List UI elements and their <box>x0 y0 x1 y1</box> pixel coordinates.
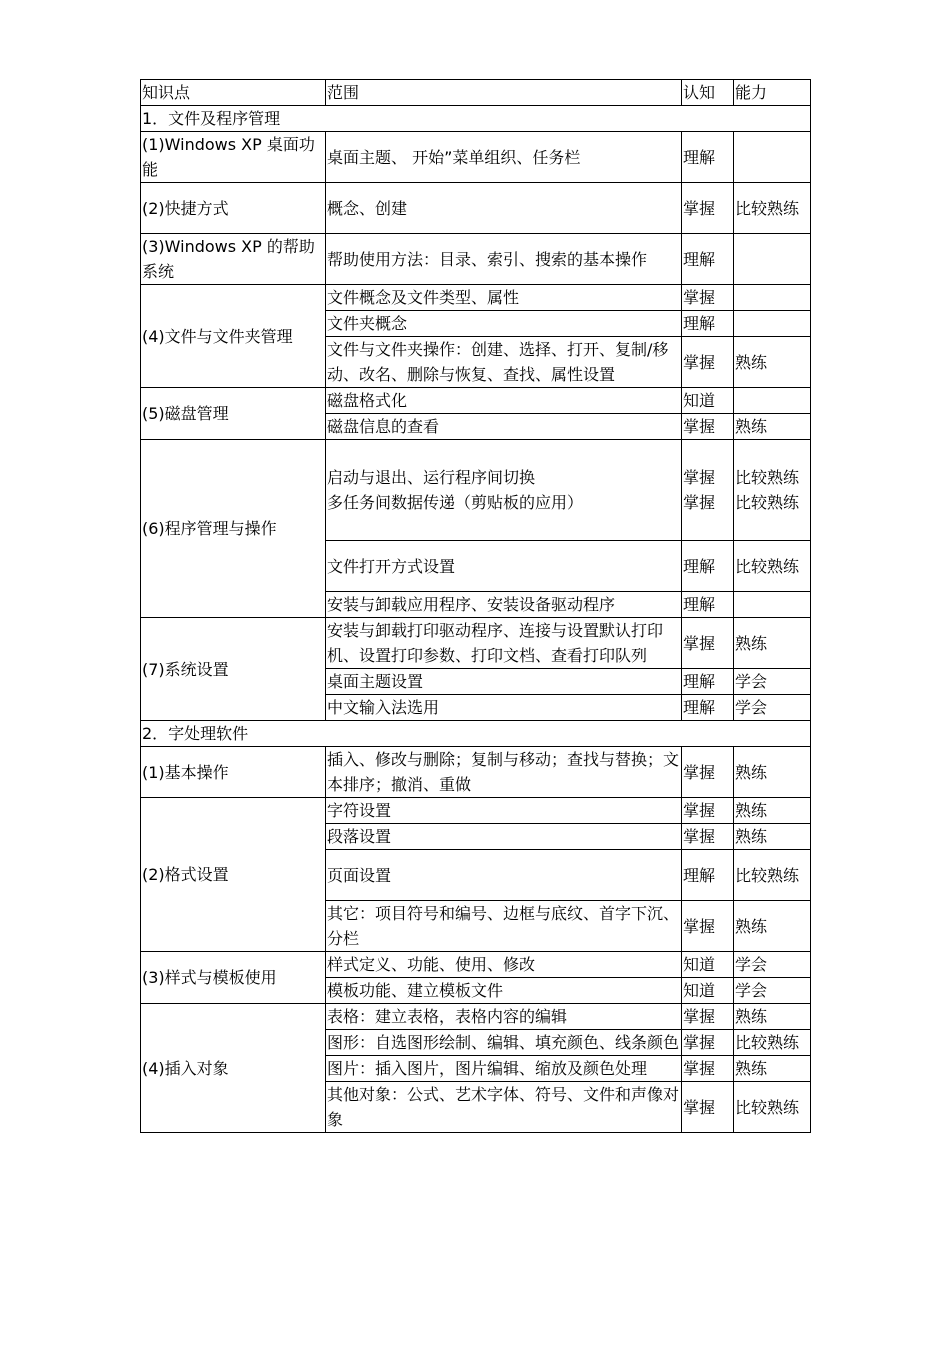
ability-cell: 熟练 <box>734 824 811 850</box>
scope-cell: 桌面主题设置 <box>326 669 682 695</box>
scope-cell: 磁盘格式化 <box>326 388 682 414</box>
ability-cell: 学会 <box>734 952 811 978</box>
cognition-cell: 掌握 <box>682 824 734 850</box>
section-row <box>141 106 811 132</box>
section-row <box>141 721 811 747</box>
scope-cell: 文件概念及文件类型、属性 <box>326 285 682 311</box>
scope-cell: 磁盘信息的查看 <box>326 414 682 440</box>
scope-cell: 段落设置 <box>326 824 682 850</box>
scope-cell: 中文输入法选用 <box>326 695 682 721</box>
cognition-cell: 知道 <box>682 978 734 1004</box>
scope-cell: 文件打开方式设置 <box>326 541 682 592</box>
cognition-cell: 理解 <box>682 669 734 695</box>
cognition-cell: 掌握 <box>682 337 734 388</box>
cognition-cell: 掌握 <box>682 1082 734 1133</box>
cognition-cell: 理解 <box>682 311 734 337</box>
ability-cell <box>734 234 811 285</box>
cognition-cell: 掌握 <box>682 901 734 952</box>
header-row <box>141 80 811 106</box>
table-row <box>141 440 811 541</box>
header-topic: 知识点 <box>141 80 326 106</box>
scope-cell: 安装与卸载打印驱动程序、连接与设置默认打印机、设置打印参数、打印文档、查看打印队列 <box>326 618 682 669</box>
ability-cell: 熟练 <box>734 1056 811 1082</box>
ability-cell <box>734 440 811 541</box>
ability-cell <box>734 388 811 414</box>
scope-cell: 文件夹概念 <box>326 311 682 337</box>
cognition-cell: 理解 <box>682 592 734 618</box>
cognition-line: 掌握 <box>683 468 716 487</box>
topic-cell: (3)Windows XP 的帮助系统 <box>141 234 326 285</box>
table-row <box>141 747 811 798</box>
table-row <box>141 618 811 669</box>
cognition-cell: 理解 <box>682 132 734 183</box>
ability-cell: 比较熟练 <box>734 850 811 901</box>
scope-cell: 文件与文件夹操作：创建、选择、打开、复制/移动、改名、删除与恢复、查找、属性设置 <box>326 337 682 388</box>
ability-cell: 熟练 <box>734 414 811 440</box>
scope-cell: 帮助使用方法：目录、索引、搜索的基本操作 <box>326 234 682 285</box>
cognition-cell: 掌握 <box>682 414 734 440</box>
ability-cell: 熟练 <box>734 747 811 798</box>
ability-cell: 熟练 <box>734 901 811 952</box>
topic-cell: (5)磁盘管理 <box>141 388 326 440</box>
cognition-cell: 理解 <box>682 234 734 285</box>
scope-cell: 图片：插入图片，图片编辑、缩放及颜色处理 <box>326 1056 682 1082</box>
section-title: 2．字处理软件 <box>141 721 811 747</box>
cognition-cell: 掌握 <box>682 1030 734 1056</box>
ability-cell <box>734 132 811 183</box>
scope-cell <box>326 440 682 541</box>
header-scope: 范围 <box>326 80 682 106</box>
ability-line: 比较熟练 <box>735 468 800 487</box>
ability-cell <box>734 285 811 311</box>
cognition-cell <box>682 440 734 541</box>
header-ability: 能力 <box>734 80 811 106</box>
ability-cell: 熟练 <box>734 798 811 824</box>
table-row <box>141 285 811 311</box>
ability-cell: 熟练 <box>734 337 811 388</box>
scope-cell: 安装与卸载应用程序、安装设备驱动程序 <box>326 592 682 618</box>
ability-cell: 熟练 <box>734 618 811 669</box>
table-row <box>141 952 811 978</box>
cognition-cell: 知道 <box>682 388 734 414</box>
ability-cell <box>734 592 811 618</box>
ability-cell: 比较熟练 <box>734 541 811 592</box>
topic-cell: (6)程序管理与操作 <box>141 440 326 618</box>
cognition-cell: 掌握 <box>682 618 734 669</box>
scope-cell: 其他对象：公式、艺术字体、符号、文件和声像对象 <box>326 1082 682 1133</box>
table-row <box>141 388 811 414</box>
cognition-cell: 理解 <box>682 695 734 721</box>
topic-cell: (3)样式与模板使用 <box>141 952 326 1004</box>
table-row <box>141 798 811 824</box>
scope-cell: 表格：建立表格，表格内容的编辑 <box>326 1004 682 1030</box>
ability-cell: 学会 <box>734 695 811 721</box>
ability-cell: 学会 <box>734 978 811 1004</box>
topic-cell: (2)快捷方式 <box>141 183 326 234</box>
ability-cell: 学会 <box>734 669 811 695</box>
scope-line: 启动与退出、运行程序间切换 <box>327 468 536 487</box>
topic-cell: (1)基本操作 <box>141 747 326 798</box>
ability-line: 比较熟练 <box>735 493 800 512</box>
cognition-cell: 掌握 <box>682 1056 734 1082</box>
topic-cell: (1)Windows XP 桌面功能 <box>141 132 326 183</box>
scope-cell: 桌面主题、 开始”菜单组织、任务栏 <box>326 132 682 183</box>
syllabus-table <box>140 79 811 1133</box>
cognition-cell: 知道 <box>682 952 734 978</box>
scope-cell: 页面设置 <box>326 850 682 901</box>
ability-cell: 比较熟练 <box>734 183 811 234</box>
section-title: 1．文件及程序管理 <box>141 106 811 132</box>
table-row <box>141 1004 811 1030</box>
table-row <box>141 183 811 234</box>
topic-cell: (4)文件与文件夹管理 <box>141 285 326 388</box>
cognition-cell: 掌握 <box>682 798 734 824</box>
header-cognition: 认知 <box>682 80 734 106</box>
cognition-cell: 掌握 <box>682 1004 734 1030</box>
ability-cell: 熟练 <box>734 1004 811 1030</box>
table-row <box>141 132 811 183</box>
scope-cell: 图形：自选图形绘制、编辑、填充颜色、线条颜色 <box>326 1030 682 1056</box>
cognition-cell: 掌握 <box>682 285 734 311</box>
topic-cell: (2)格式设置 <box>141 798 326 952</box>
scope-cell: 模板功能、建立模板文件 <box>326 978 682 1004</box>
ability-cell: 比较熟练 <box>734 1082 811 1133</box>
table-row <box>141 234 811 285</box>
scope-cell: 插入、修改与删除；复制与移动；查找与替换；文本排序；撤消、重做 <box>326 747 682 798</box>
cognition-line: 掌握 <box>683 493 716 512</box>
cognition-cell: 理解 <box>682 541 734 592</box>
cognition-cell: 掌握 <box>682 183 734 234</box>
cognition-cell: 理解 <box>682 850 734 901</box>
scope-line: 多任务间数据传递（剪贴板的应用） <box>327 493 584 512</box>
scope-cell: 样式定义、功能、使用、修改 <box>326 952 682 978</box>
scope-cell: 字符设置 <box>326 798 682 824</box>
ability-cell <box>734 311 811 337</box>
scope-cell: 其它：项目符号和编号、边框与底纹、首字下沉、分栏 <box>326 901 682 952</box>
topic-cell: (4)插入对象 <box>141 1004 326 1133</box>
scope-cell: 概念、创建 <box>326 183 682 234</box>
ability-cell: 比较熟练 <box>734 1030 811 1056</box>
cognition-cell: 掌握 <box>682 747 734 798</box>
topic-cell: (7)系统设置 <box>141 618 326 721</box>
